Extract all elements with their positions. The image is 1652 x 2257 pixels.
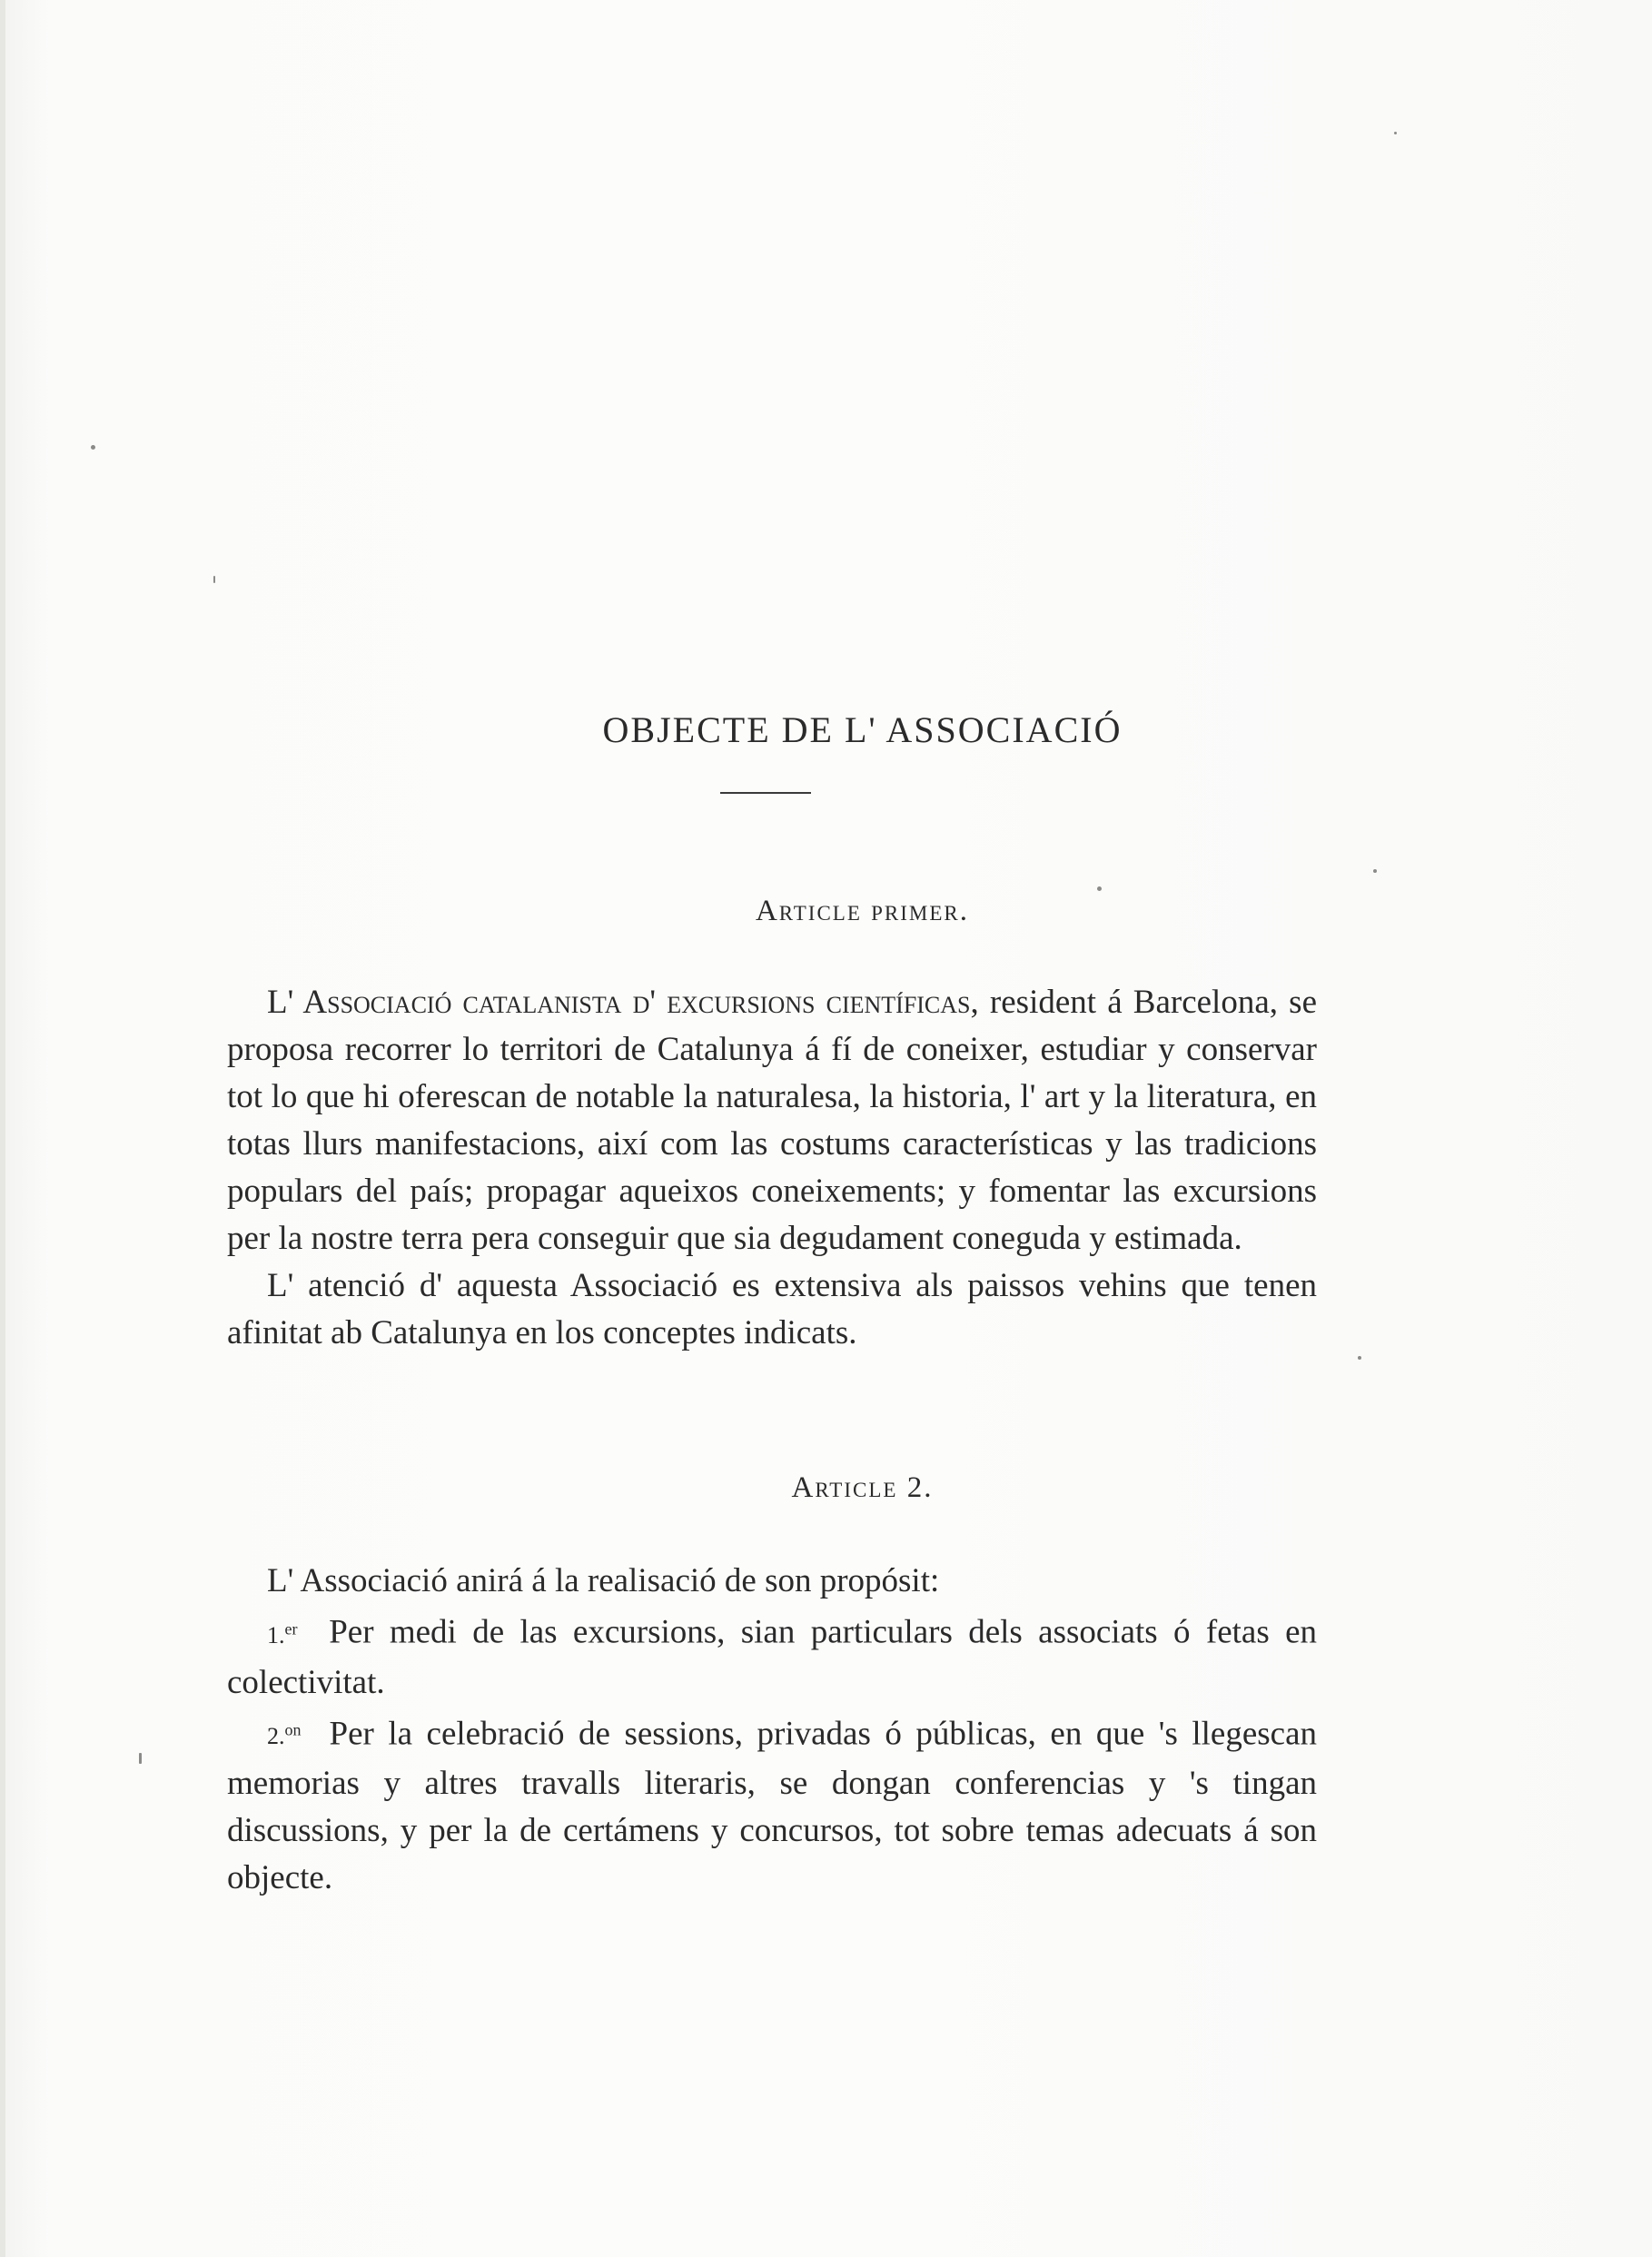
item-1-number: 1.$^{er}$ <box>267 1619 298 1648</box>
association-name: L' Associació catalanista d' excursions científicas, <box>267 984 979 1021</box>
paper-speck <box>139 1753 142 1764</box>
page-title: OBJECTE DE L' ASSOCIACIÓ <box>602 709 1123 750</box>
article-2-heading: Article 2. <box>791 1471 934 1504</box>
item-2-text: Per la celebració de sessions, privadas ó públicas, en que 's llegescan memorias y altres travalls literaris, se dongan conferencias y 's tingan discussions, y per la de certámens y concursos, tot sobre temas adecuats á son objecte. <box>227 1715 1317 1897</box>
article-2-item-2 <box>227 1707 1317 1903</box>
page-left-edge <box>0 0 5 2257</box>
paper-speck <box>91 445 95 450</box>
item-2-number: 2.$^{on}$ <box>267 1720 302 1750</box>
title-rule <box>720 792 811 794</box>
item-1-text: Per medi de las excursions, sian particulars dels associats ó fetas en colectivitat. <box>227 1613 1317 1701</box>
paper-speck <box>213 576 215 583</box>
article-1-paragraph-1-text: resident á Barcelona, se proposa recorrer lo territori de Catalunya á fí de coneixer, estudiar y conservar tot lo que hi oferescan de notable la naturalesa, la historia, l' art y la literatura, en totas llurs manifestacions, així com las costums características y las tradicions populars del país; propagar aqueixos coneixements; y fomentar las excursions per la nostre terra pera conseguir que sia degudament coneguda y estimada. <box>227 984 1317 1257</box>
article-1-heading: Article primer. <box>755 895 970 927</box>
article-1-body <box>227 979 1317 1357</box>
article-2-body <box>227 1558 1317 1902</box>
article-2-item-1 <box>227 1605 1317 1707</box>
paper-speck <box>1097 886 1102 891</box>
paper-speck <box>1394 132 1397 134</box>
article-1-paragraph-2: L' atenció d' aquesta Associació es extensiva als paissos vehins que tenen afinitat ab Catalunya en los conceptes indicats. <box>227 1267 1317 1351</box>
article-1-paragraph-1 <box>227 979 1317 1262</box>
paper-speck <box>1373 869 1377 873</box>
article-2-intro: L' Associació anirá á la realisació de son propósit: <box>267 1562 940 1599</box>
paper-speck <box>1358 1356 1361 1360</box>
